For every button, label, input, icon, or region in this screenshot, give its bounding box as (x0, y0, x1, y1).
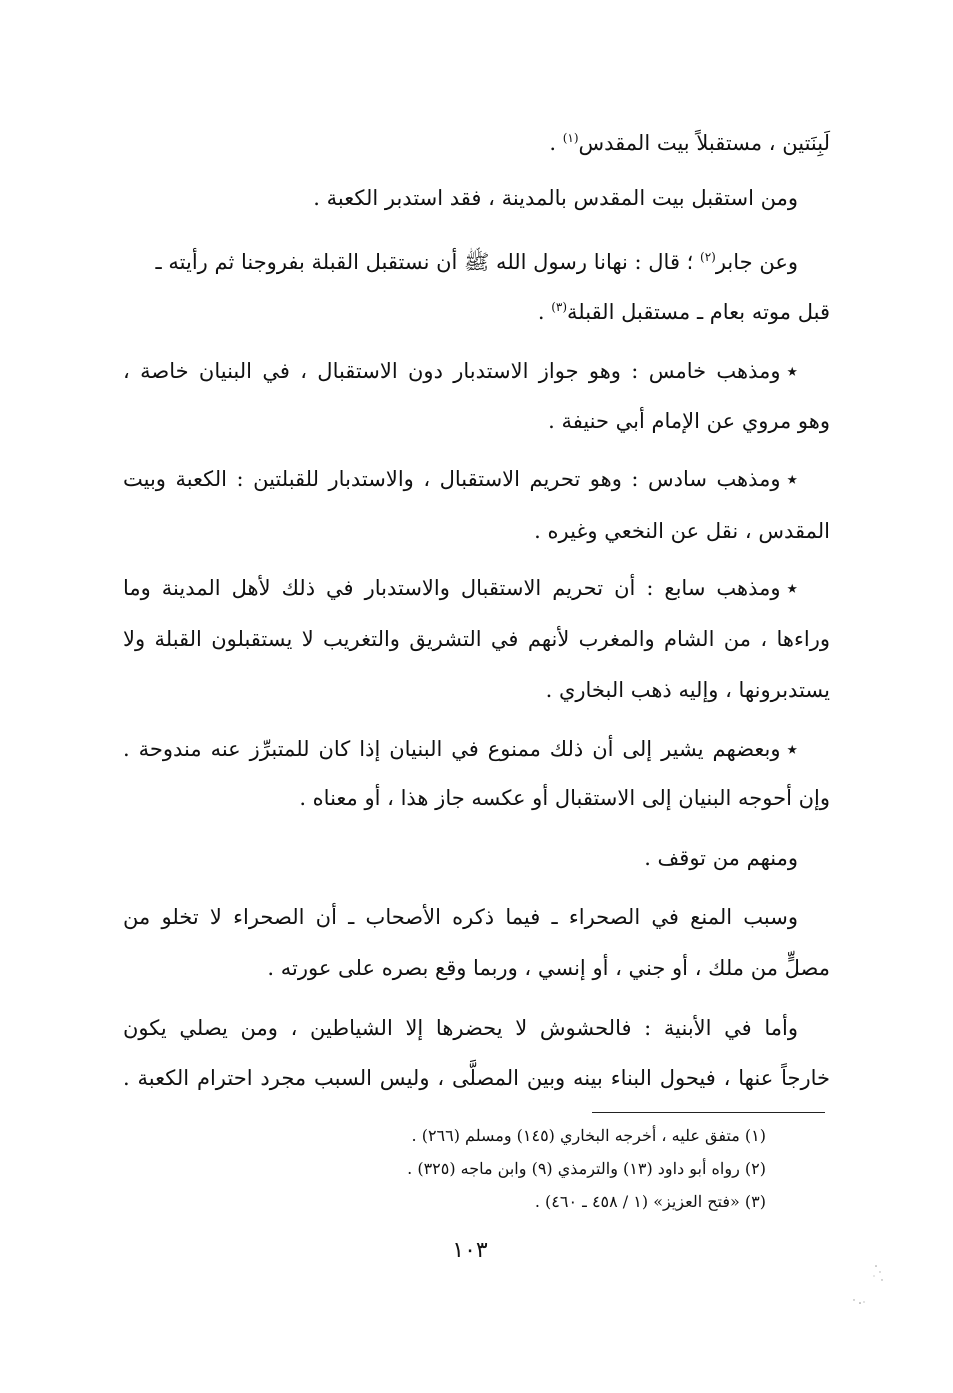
text-line-3 (156, 247, 798, 277)
footnote-3: (٣) «فتح العزيز» (١ / ٤٥٨ ـ ٤٦٠) . (534, 1192, 766, 1211)
star-bullet-icon: ٭ (786, 737, 798, 761)
text-line-6: وهو مروي عن الإمام أبي حنيفة . (548, 409, 830, 433)
text-line-17: وأما في الأبنية : فالحشوش لا يحضرها إلا الشياطين ، ومن يصلي يكون (123, 1016, 798, 1040)
footnote-1: (١) متفق عليه ، أخرجه البخاري (١٤٥) ومسلم (٢٦٦) . (411, 1126, 766, 1145)
text-line-14: ومنهم من توقف . (644, 846, 798, 870)
text-line-3-start: وعن جابر (715, 250, 798, 274)
text-line-10: وراءها ، من الشام والمغرب لأنهم في التشريق والتغريب لا يستقبلون القبلة ولا (123, 627, 830, 651)
star-bullet-icon: ٭ (786, 576, 798, 600)
text-line-4-end: . (537, 300, 552, 324)
text-line-7-body: ومذهب سادس : وهو تحريم الاستقبال ، والاستدبار للقبلتين : الكعبة وبيت (123, 467, 781, 491)
text-line-9-body: ومذهب سابع : أن تحريم الاستقبال والاستدبار في ذلك لأهل المدينة وما (123, 576, 781, 600)
star-bullet-icon: ٭ (786, 359, 798, 383)
text-line-15: وسبب المنع في الصحراء ـ فيما ذكره الأصحاب ـ أن الصحراء لا تخلو من (123, 905, 798, 929)
footnote-ref-1: (١) (562, 131, 579, 145)
text-line-8: المقدس ، نقل عن النخعي وغيره . (534, 519, 830, 543)
text-line-3-rest: ؛ قال : نهانا رسول الله ﷺ أن نستقبل القبلة بفروجنا ثم رأيته ـ (155, 250, 701, 274)
scan-specks-decoration (846, 1262, 886, 1312)
text-line-16: مصلٍّ من ملك ، أو جني ، أو إنسي ، وربما وقع بصره على عورته . (267, 956, 830, 980)
text-line-4 (538, 297, 830, 327)
text-line-1-body: لَبِنَتين ، مستقبلاً بيت المقدس (578, 131, 830, 155)
footnote-separator (592, 1112, 825, 1113)
text-line-5 (123, 356, 798, 386)
footnote-ref-3: (٣) (551, 300, 568, 314)
text-line-4-body: قبل موته بعام ـ مستقبل القبلة (567, 300, 830, 324)
text-line-18: خارجاً عنها ، فيحول البناء بينه وبين المصلَّى ، وليس السبب مجرد احترام الكعبة . (123, 1066, 830, 1090)
text-line-11: يستدبرونها ، وإليه ذهب البخاري . (545, 678, 830, 702)
footnote-ref-2: (٢) (700, 250, 716, 264)
text-line-2: ومن استقبل بيت المقدس بالمدينة ، فقد استدبر الكعبة . (313, 186, 798, 210)
text-line-12 (123, 734, 798, 764)
text-line-1-end: . (549, 131, 563, 155)
footnote-2: (٢) رواه أبو داود (١٣) والترمذي (٩) وابن ماجه (٣٢٥) . (407, 1159, 766, 1178)
text-line-1 (549, 128, 830, 158)
star-bullet-icon: ٭ (786, 467, 798, 491)
text-line-13: وإن أحوجه البنيان إلى الاستقبال أو عكسه جاز هذا ، أو معناه . (299, 786, 830, 810)
text-line-12-body: وبعضهم يشير إلى أن ذلك ممنوع في البنيان إذا كان للمتبرِّز عنه مندوحة . (123, 737, 781, 761)
text-line-9 (123, 573, 798, 603)
text-line-7 (123, 464, 798, 494)
text-line-5-body: ومذهب خامس : وهو جواز الاستدبار دون الاستقبال ، في البنيان خاصة ، (123, 359, 781, 383)
page-number: ١٠٣ (452, 1238, 488, 1263)
